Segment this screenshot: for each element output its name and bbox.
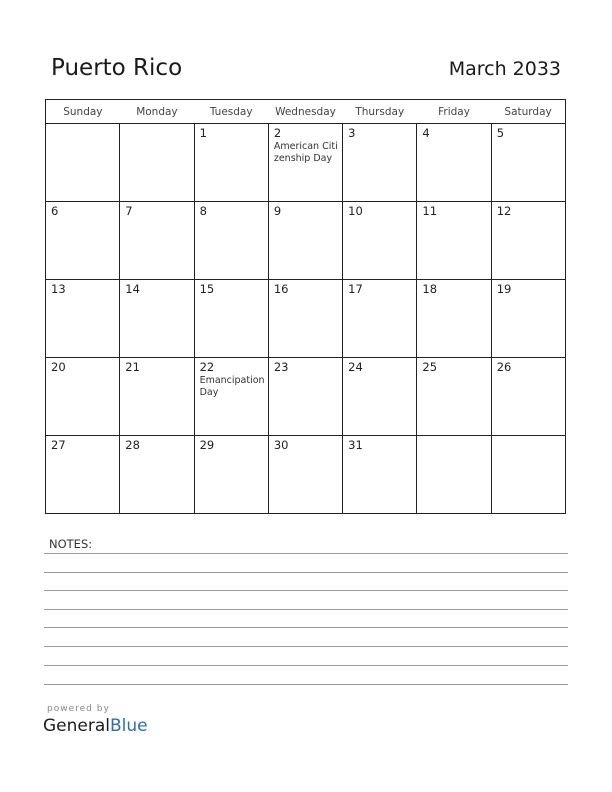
day-number: 15	[199, 282, 215, 296]
calendar-day-cell	[46, 124, 120, 202]
day-number	[120, 124, 193, 127]
calendar-day-cell	[417, 202, 491, 280]
weekday-tuesday: Tuesday	[194, 100, 268, 124]
day-number: 22	[199, 360, 215, 374]
note-line	[44, 684, 568, 685]
weekday-friday: Friday	[417, 100, 491, 124]
calendar-day-cell	[417, 358, 491, 436]
calendar-day-cell	[268, 202, 342, 280]
day-number: 30	[273, 438, 289, 452]
day-number: 23	[273, 360, 289, 374]
calendar-day-cell	[120, 436, 194, 514]
day-number: 20	[51, 360, 66, 374]
calendar-day-cell	[268, 124, 342, 202]
calendar-week-row	[46, 124, 566, 202]
weekday-wednesday: Wednesday	[268, 100, 342, 124]
calendar-day-cell	[491, 436, 565, 514]
day-number: 12	[496, 204, 512, 218]
day-number: 9	[273, 204, 282, 218]
day-number: 24	[348, 360, 363, 374]
calendar-day-cell	[46, 280, 120, 358]
brand-general-text: General	[43, 716, 110, 736]
calendar-day-cell	[417, 436, 491, 514]
note-line	[44, 609, 568, 610]
brand-blue-text: Blue	[110, 716, 148, 736]
day-number: 7	[125, 204, 133, 218]
day-number: 16	[273, 282, 289, 296]
day-number: 6	[51, 204, 59, 218]
calendar-day-cell	[491, 358, 565, 436]
day-number: 10	[348, 204, 363, 218]
note-line	[44, 665, 568, 666]
calendar-day-cell	[343, 124, 417, 202]
calendar-day-cell	[417, 124, 491, 202]
calendar-week-row	[46, 358, 566, 436]
calendar-day-cell	[343, 436, 417, 514]
day-number: 18	[422, 282, 438, 296]
calendar-day-cell	[120, 280, 194, 358]
day-number: 31	[348, 438, 363, 452]
note-line	[44, 627, 568, 628]
calendar-day-cell	[417, 280, 491, 358]
calendar-day-cell	[194, 280, 268, 358]
weekday-thursday: Thursday	[343, 100, 417, 124]
calendar-day-cell	[268, 358, 342, 436]
day-number: 13	[51, 282, 66, 296]
calendar-country-title: Puerto Rico	[51, 55, 183, 81]
calendar-day-cell	[46, 436, 120, 514]
holiday-label: American Citizenship Day	[273, 141, 338, 164]
calendar-day-cell	[343, 280, 417, 358]
calendar-day-cell	[268, 436, 342, 514]
day-number: 11	[422, 204, 438, 218]
calendar-day-cell	[120, 202, 194, 280]
calendar-week-row	[46, 436, 566, 514]
calendar-day-cell	[194, 436, 268, 514]
day-number: 17	[348, 282, 363, 296]
day-number	[492, 436, 565, 439]
day-number: 5	[496, 126, 505, 140]
calendar-grid	[45, 99, 566, 514]
weekday-monday: Monday	[120, 100, 194, 124]
calendar-day-cell	[120, 124, 194, 202]
day-number: 2	[273, 126, 282, 140]
calendar-day-cell	[491, 124, 565, 202]
calendar-day-cell	[46, 358, 120, 436]
day-number	[46, 124, 119, 127]
weekday-sunday: Sunday	[46, 100, 120, 124]
note-line	[44, 590, 568, 591]
powered-by-text: powered by	[47, 704, 110, 714]
day-number: 28	[125, 438, 140, 452]
calendar-day-cell	[343, 202, 417, 280]
day-number: 26	[496, 360, 512, 374]
day-number: 8	[199, 204, 207, 218]
day-number: 19	[496, 282, 512, 296]
calendar-week-row	[46, 202, 566, 280]
notes-label: NOTES:	[49, 537, 93, 551]
note-line	[44, 646, 568, 647]
calendar-day-cell	[343, 358, 417, 436]
calendar-month-title: March 2033	[448, 58, 561, 80]
day-number: 21	[125, 360, 140, 374]
day-number: 1	[199, 126, 207, 140]
calendar-day-cell	[46, 202, 120, 280]
weekday-saturday: Saturday	[491, 100, 565, 124]
calendar-week-row	[46, 280, 566, 358]
note-line	[44, 553, 568, 554]
day-number: 29	[199, 438, 215, 452]
day-number: 4	[422, 126, 430, 140]
calendar-day-cell	[491, 202, 565, 280]
calendar-day-cell	[491, 280, 565, 358]
generalblue-logo[interactable]	[43, 716, 148, 736]
day-number: 25	[422, 360, 438, 374]
holiday-label: Emancipation Day	[199, 375, 265, 398]
day-number	[417, 436, 490, 439]
day-number: 27	[51, 438, 66, 452]
calendar-day-cell	[120, 358, 194, 436]
note-line	[44, 572, 568, 573]
day-number: 14	[125, 282, 140, 296]
day-number: 3	[348, 126, 356, 140]
calendar-day-cell	[194, 358, 268, 436]
calendar-day-cell	[194, 202, 268, 280]
calendar-day-cell	[194, 124, 268, 202]
calendar-day-cell	[268, 280, 342, 358]
weekday-header-row	[46, 100, 566, 124]
